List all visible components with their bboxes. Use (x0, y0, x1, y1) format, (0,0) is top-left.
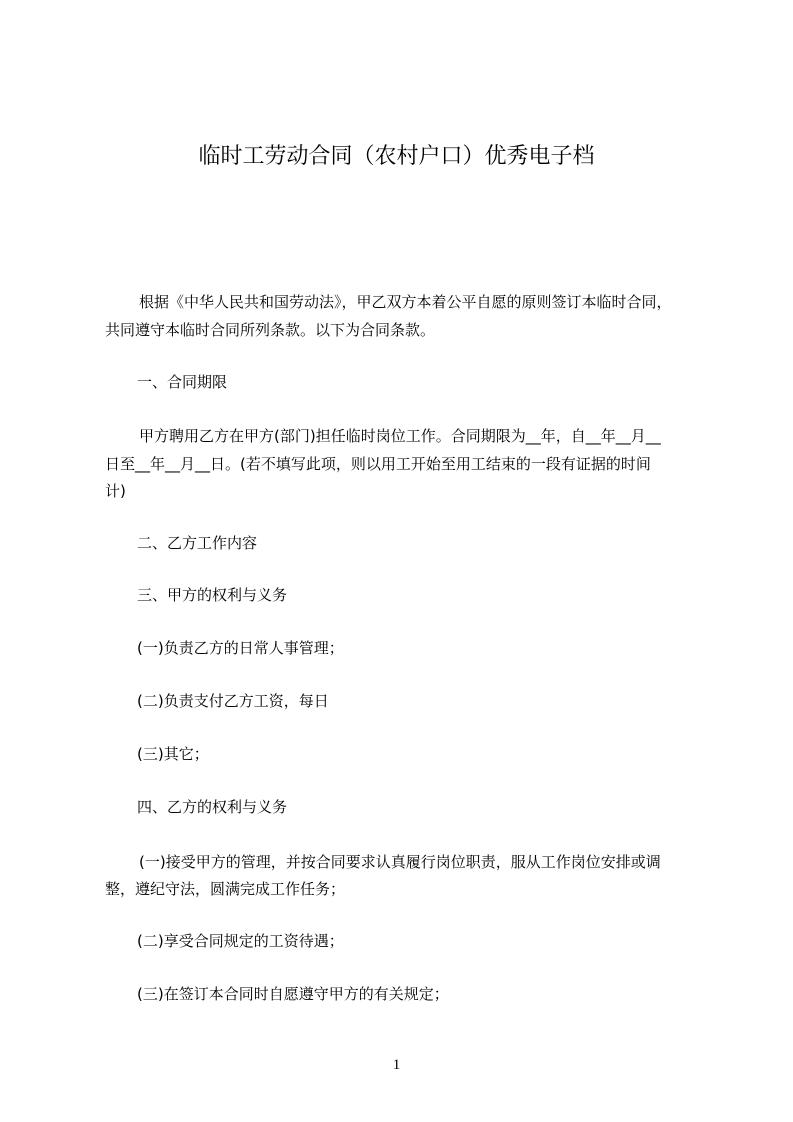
document-title: 临时工劳动合同（农村户口）优秀电子档 (198, 144, 595, 169)
section-1-line-1: 甲方聘用乙方在甲方(部门)担任临时岗位工作。合同期限为__年，自__年__月__ (139, 427, 661, 445)
section-2-heading: 二、乙方工作内容 (137, 534, 258, 552)
section-4-item-2: (二)享受合同规定的工资待遇； (137, 932, 344, 950)
section-3-heading: 三、甲方的权利与义务 (137, 586, 288, 604)
section-1-line-3: 计) (105, 482, 126, 500)
intro-line-2: 共同遵守本临时合同所列条款。以下为合同条款。 (105, 321, 436, 339)
section-4-item-3: (三)在签订本合同时自愿遵守甲方的有关规定； (137, 985, 449, 1003)
section-1-heading: 一、合同期限 (137, 373, 228, 391)
section-3-item-3: (三)其它； (137, 745, 209, 763)
intro-line-1: 根据《中华人民共和国劳动法》，甲乙双方本着公平自愿的原则签订本临时合同， (139, 293, 672, 311)
section-4-item-1-line-2: 整，遵纪守法，圆满完成工作任务； (105, 880, 346, 898)
section-4-heading: 四、乙方的权利与义务 (137, 798, 288, 816)
page-number: 1 (392, 1057, 401, 1073)
section-3-item-2: (二)负责支付乙方工资，每日 (137, 692, 329, 710)
section-1-line-2: 日至__年__月__日。(若不填写此项，则以用工开始至用工结束的一段有证据的时间 (105, 455, 651, 473)
section-4-item-1-line-1: (一)接受甲方的管理，并按合同要求认真履行岗位职责，服从工作岗位安排或调 (139, 853, 661, 871)
section-3-item-1: (一)负责乙方的日常人事管理； (137, 639, 344, 657)
